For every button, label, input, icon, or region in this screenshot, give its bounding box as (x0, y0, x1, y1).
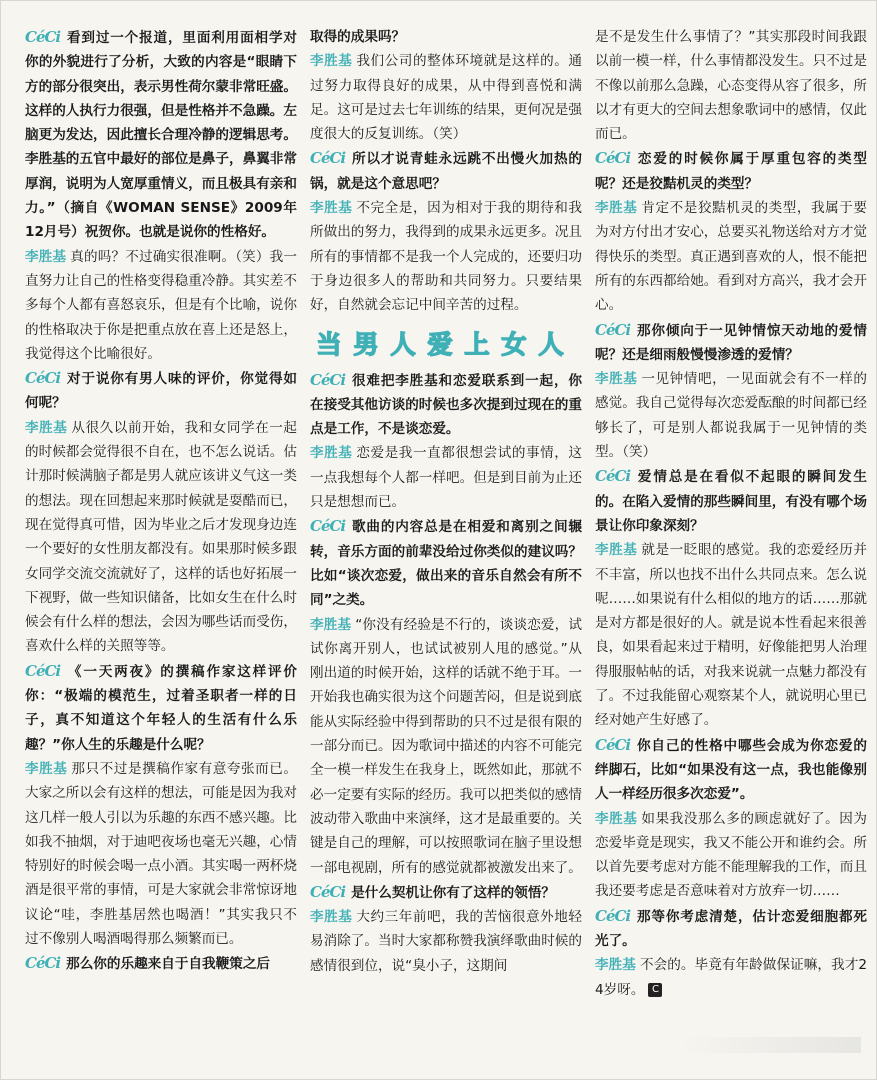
answer-block (595, 953, 867, 1002)
answer-block (310, 613, 582, 880)
ceci-logo: CéCi (25, 954, 61, 973)
question-text: 恋爱的时候你属于厚重包容的类型呢？还是狡黠机灵的类型？ (595, 151, 867, 192)
question-block (25, 25, 297, 245)
question-text: 很难把李胜基和恋爱联系到一起，你在接受其他访谈的时候也多次提到过现在的重点是工作，不是谈恋爱。 (310, 372, 582, 438)
text-column-right (595, 25, 867, 1055)
ceci-logo: CéCi (310, 149, 346, 168)
speaker-label: 李胜基 (595, 957, 636, 974)
question-text: 看到过一个报道，里面利用面相学对你的外貌进行了分析，大致的内容是“眼睛下方的部分很突出，表示男性荷尔蒙非常旺盛。这样的人执行力很强，但是性格并不急躁。左脑更为发达，因此擅长合理冷静的逻辑思考。李胜基的五官中最好的部位是鼻子，鼻翼非常厚润，说明为人宽厚重情义，而且极具有亲和力。”（摘自《WOMAN SENSE》2009年12月号）祝贺你。也就是说你的性格好。 (25, 30, 297, 241)
speaker-label: 李胜基 (595, 371, 638, 388)
question-block (25, 951, 297, 976)
answer-block (310, 905, 582, 978)
answer-text: 不会的。毕竟有年龄做保证嘛，我才24岁呀。 (595, 957, 867, 998)
answer-text: 我们公司的整体环境就是这样的。通过努力取得良好的成果，从中得到喜悦和满足。这可是过去七年训练的结果，更何况是强度很大的反复训练。（笑） (310, 53, 582, 143)
answer-text: 就是一眨眼的感觉。我的恋爱经历并不丰富，所以也找不出什么共同点来。怎么说呢……如果说有什么相似的地方的话……那就是对方都是很好的人。就是说本性看起来很善良，如果看起来过于精明，好像能把男人治理得服服帖帖的话，对我来说就一点魅力都没有了。不过我能留心观察某个人，就说明心里已经对她产生好感了。 (595, 542, 867, 729)
question-block (595, 464, 867, 538)
answer-block-continued (595, 25, 867, 146)
ceci-logo: CéCi (595, 320, 631, 339)
question-block (595, 146, 867, 196)
ceci-logo: CéCi (595, 149, 631, 168)
section-title: 当男人爱上女人 (316, 329, 576, 359)
question-block (595, 318, 867, 368)
answer-text: 从很久以前开始，我和女同学在一起的时候都会觉得很不自在，也不怎么说话。估计那时候满脑子都是男人就应该讲义气这一类的想法。现在回想起来那时候就是耍酷而已，现在觉得真可惜，因为毕业之后才发现身边连一个要好的女性朋友都没有。如果那时候多跟女同学交流交流就好了，这样的话也好拓展一下视野，做一些知识储备，比如女生在什么时候会有什么样的想法，会因为哪些话而受伤，喜欢什么样的关照等等。 (25, 419, 297, 655)
answer-block (310, 441, 582, 514)
question-block (595, 904, 867, 954)
speaker-label: 李胜基 (25, 248, 67, 265)
answer-text: 肯定不是狡黠机灵的类型，我属于要为对方付出才安心，总要买礼物送给对方才觉得快乐的类型。真正遇到喜欢的人，恨不能把所有的东西都给她。看到对方高兴，我才会开心。 (595, 200, 867, 314)
speaker-label: 李胜基 (310, 616, 352, 633)
question-block (595, 733, 867, 807)
answer-block (25, 416, 297, 659)
answer-block (595, 807, 867, 904)
question-block (310, 368, 582, 442)
speaker-label: 李胜基 (310, 909, 353, 926)
answer-text: 如果我没那么多的顾虑就好了。因为恋爱毕竟是现实，我又不能公开和谁约会。所以首先要考虑对方能不能理解我的工作，而且我还要考虑是否意味着对方放弃一切…… (595, 810, 867, 900)
speaker-label: 李胜基 (595, 810, 638, 827)
text-column-left (25, 25, 297, 1055)
answer-text: 那只不过是撰稿作家有意夸张而已。大家之所以会有这样的想法，可能是因为我对这几样一般人引以为乐趣的东西不感兴趣。比如我不抽烟，对于迪吧夜场也毫无兴趣，心情特别好的时候会喝一点小酒。其实喝一两杯烧酒是很平常的事情，可是大家就会非常惊讶地议论“哇，李胜基居然也喝酒！”其实我只不过不像别人喝酒喝得那么频繁而已。 (25, 760, 297, 947)
question-text: 歌曲的内容总是在相爱和离别之间辗转，音乐方面的前辈没给过你类似的建议吗？比如“谈次恋爱，做出来的音乐自然会有所不同”之类。 (310, 519, 582, 609)
speaker-label: 李胜基 (25, 419, 68, 436)
answer-text: 不完全是，因为相对于我的期待和我所做出的努力，我得到的成果永远更多。况且所有的事情都不是我一个人完成的，还要归功于身边很多人的帮助和共同努力。只要结果好，自然就会忘记中间辛苦的过程。 (310, 200, 582, 314)
answer-block (310, 49, 582, 146)
ceci-logo: CéCi (595, 906, 631, 925)
faded-print-area (681, 1037, 861, 1053)
answer-text: 一见钟情吧，一见面就会有不一样的感觉。我自己觉得每次恋爱酝酿的时间都已经够长了，可是别人都说我属于一见钟情的类型。（笑） (595, 371, 867, 461)
ceci-logo: CéCi (25, 369, 61, 388)
speaker-label: 李胜基 (310, 200, 353, 217)
question-block-continued (310, 25, 582, 49)
end-mark-icon: C (648, 983, 662, 997)
answer-block (595, 367, 867, 464)
question-text: 那你倾向于一见钟情惊天动地的爱情呢？还是细雨般慢慢渗透的爱情？ (595, 322, 867, 363)
text-column-middle (310, 25, 582, 1055)
question-text: 对于说你有男人味的评价，你觉得如何呢？ (25, 371, 297, 412)
ceci-logo: CéCi (25, 661, 61, 680)
ceci-logo: CéCi (310, 370, 346, 389)
answer-block (595, 196, 867, 317)
ceci-logo: CéCi (25, 28, 61, 46)
question-text: 取得的成果吗？ (310, 29, 406, 45)
answer-text: 大约三年前吧，我的苦恼很意外地轻易消除了。当时大家都称赞我演绎歌曲时候的感情很到位，说“臭小子，这期间 (310, 909, 582, 974)
ceci-logo: CéCi (310, 882, 346, 901)
question-text: 所以才说青蛙永远跳不出慢火加热的锅，就是这个意思吧？ (310, 151, 582, 192)
speaker-label: 李胜基 (310, 53, 353, 70)
answer-block (595, 538, 867, 732)
answer-block (310, 196, 582, 317)
question-block (310, 880, 582, 905)
answer-block (25, 757, 297, 951)
ceci-logo: CéCi (595, 735, 631, 754)
speaker-label: 李胜基 (595, 542, 638, 559)
question-block (25, 659, 297, 757)
question-text: 那么你的乐趣来自于自我鞭策之后 (66, 956, 271, 973)
question-block (25, 366, 297, 416)
speaker-label: 李胜基 (25, 760, 68, 777)
question-block (310, 146, 582, 196)
answer-text: 真的吗？不过确实很准啊。（笑）我一直努力让自己的性格变得稳重冷静。其实差不多每个人都有喜怒哀乐，但是有个比喻，说你的性格取决于你是把重点放在喜上还是怒上，我觉得这个比喻很好。 (25, 248, 297, 362)
question-text: 是什么契机让你有了这样的领悟？ (351, 884, 556, 901)
speaker-label: 李胜基 (595, 200, 638, 217)
answer-text: 恋爱是我一直都很想尝试的事情，这一点我想每个人都一样吧。但是到目前为止还只是想想而已。 (310, 445, 582, 511)
question-text: 爱情总是在看似不起眼的瞬间发生的。在陷入爱情的那些瞬间里，有没有哪个场景让你印象深刻？ (595, 469, 867, 534)
question-text: 《一天两夜》的撰稿作家这样评价你：“极端的模范生，过着圣职者一样的日子，真不知道这个年轻人的生活有什么乐趣？”你人生的乐趣是什么呢？ (25, 663, 297, 753)
answer-block (25, 245, 297, 366)
answer-text: “你没有经验是不行的，谈谈恋爱，试试你离开别人，也试试被别人甩的感觉。”从刚出道的时候开始，这样的话就不绝于耳。一开始我也确实很为这个问题苦闷，但是说到底能从实际经验中得到帮助的只不过是很有限的一部分而已。因为歌词中描述的内容不可能完全一模一样发生在我身上，既然如此，那就不必一定要有实际的经历。我可以把类似的感情波动带入歌曲中来演绎，这才是最重要的。关键是自己的理解，可以按照歌词在脑子里设想一部电视剧，所有的感觉就都被激发出来了。 (310, 616, 582, 876)
answer-text: 是不是发生什么事情了？”其实那段时间我跟以前一模一样，什么事情都没发生。只不过是不像以前那么急躁，心态变得从容了很多，所以才有更大的空间去想象歌词中的感情，仅此而已。 (595, 29, 867, 143)
question-text: 你自己的性格中哪些会成为你恋爱的绊脚石，比如“如果没有这一点，我也能像别人一样经历很多次恋爱”。 (595, 737, 867, 803)
speaker-label: 李胜基 (310, 445, 353, 462)
ceci-logo: CéCi (595, 467, 631, 486)
question-text: 那等你考虑清楚，估计恋爱细胞都死光了。 (595, 908, 867, 949)
question-block (310, 514, 582, 612)
ceci-logo: CéCi (310, 517, 346, 536)
